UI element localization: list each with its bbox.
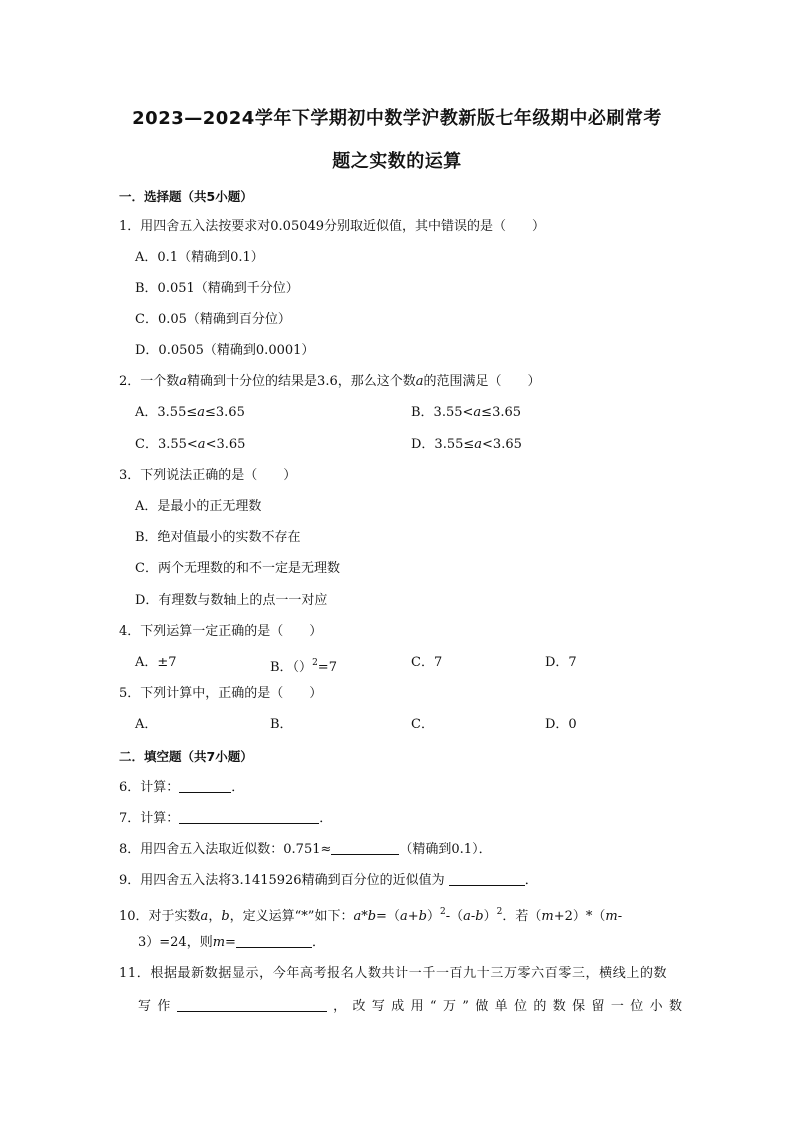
question-2-option-a: A．3.55≤a≤3.65 [135,405,245,420]
question-2-option-c: C．3.55<a<3.65 [135,437,246,452]
answer-blank[interactable] [331,841,399,855]
question-3-option-b: B．绝对值最小的实数不存在 [135,530,301,545]
section-heading-choice: 一．选择题（共5小题） [119,189,253,204]
question-9: 9．用四舍五入法将3.1415926精确到百分位的近似值为 ． [119,873,538,888]
question-2-text-c: 的范围满足（ ） [423,374,541,389]
question-3-option-d: D．有理数与数轴上的点一一对应 [135,593,328,608]
answer-blank[interactable] [179,779,231,793]
question-7: 7．计算： ． [119,811,333,826]
question-11-line2: 写作 ，改写成用“万”做单位的数保留一位小数 [138,999,682,1014]
question-3-option-c: C．两个无理数的和不一定是无理数 [135,561,340,576]
question-4-option-c: C．7 [411,655,443,670]
question-4-option-b: B．（）$^2$=7 [270,658,337,675]
question-1-option-d: D．0.0505（精确到0.0001） [135,343,315,358]
answer-blank[interactable] [177,998,327,1012]
page-title-line2: 题之实数的运算 [332,151,462,172]
variable-a: a [179,374,188,389]
answer-blank[interactable] [236,934,312,948]
question-1-option-a: A．0.1（精确到0.1） [135,250,264,265]
question-3-option-a: A．是最小的正无理数 [135,499,262,514]
question-8: 8．用四舍五入法取近似数：0.751≈ （精确到0.1）． [119,842,492,857]
question-5-option-d: D．0 [545,717,577,732]
question-6: 6．计算： ． [119,780,245,795]
question-1-stem: 1．用四舍五入法按要求对0.05049分别取近似值，其中错误的是（ ） [119,219,546,234]
question-10-line2: 3）=24，则m= ． [138,935,325,950]
question-3-stem: 3．下列说法正确的是（ ） [119,468,297,483]
page-title-line1: 2023—2024学年下学期初中数学沪教新版七年级期中必刷常考 [132,108,662,129]
question-1-option-b: B．0.051（精确到千分位） [135,281,299,296]
question-1-option-c: C．0.05（精确到百分位） [135,312,291,327]
variable-a: a [415,374,424,389]
question-5-option-b: B． [270,717,293,732]
question-2-text-a: 2．一个数 [119,374,180,389]
question-10-line1: 10．对于实数a，b，定义运算“*”如下：$a*b=(a+b)^2-(a-b)^2$．若（m+2）*（m- [119,907,623,924]
question-2-option-d: D．3.55≤a<3.65 [411,437,522,452]
question-2-text-b: 精确到十分位的结果是3.6，那么这个数 [187,374,416,389]
question-5-option-c: C． [411,717,434,732]
question-5-stem: 5．下列计算中，正确的是（ ） [119,686,323,701]
question-11-line1: 11．根据最新数据显示，今年高考报名人数共计一千一百九十三万零六百零三，横线上的数 [119,966,668,981]
question-4-stem: 4．下列运算一定正确的是（ ） [119,624,323,639]
question-5-option-a: A． [135,717,158,732]
answer-blank[interactable] [179,810,319,824]
question-2-stem [119,373,541,391]
question-4-option-a: A．±7 [135,655,177,670]
question-2-option-b: B．3.55<a≤3.65 [411,405,522,420]
section-heading-fill: 二．填空题（共7小题） [119,749,253,764]
question-4-option-d: D．7 [545,655,577,670]
answer-blank[interactable] [449,872,525,886]
